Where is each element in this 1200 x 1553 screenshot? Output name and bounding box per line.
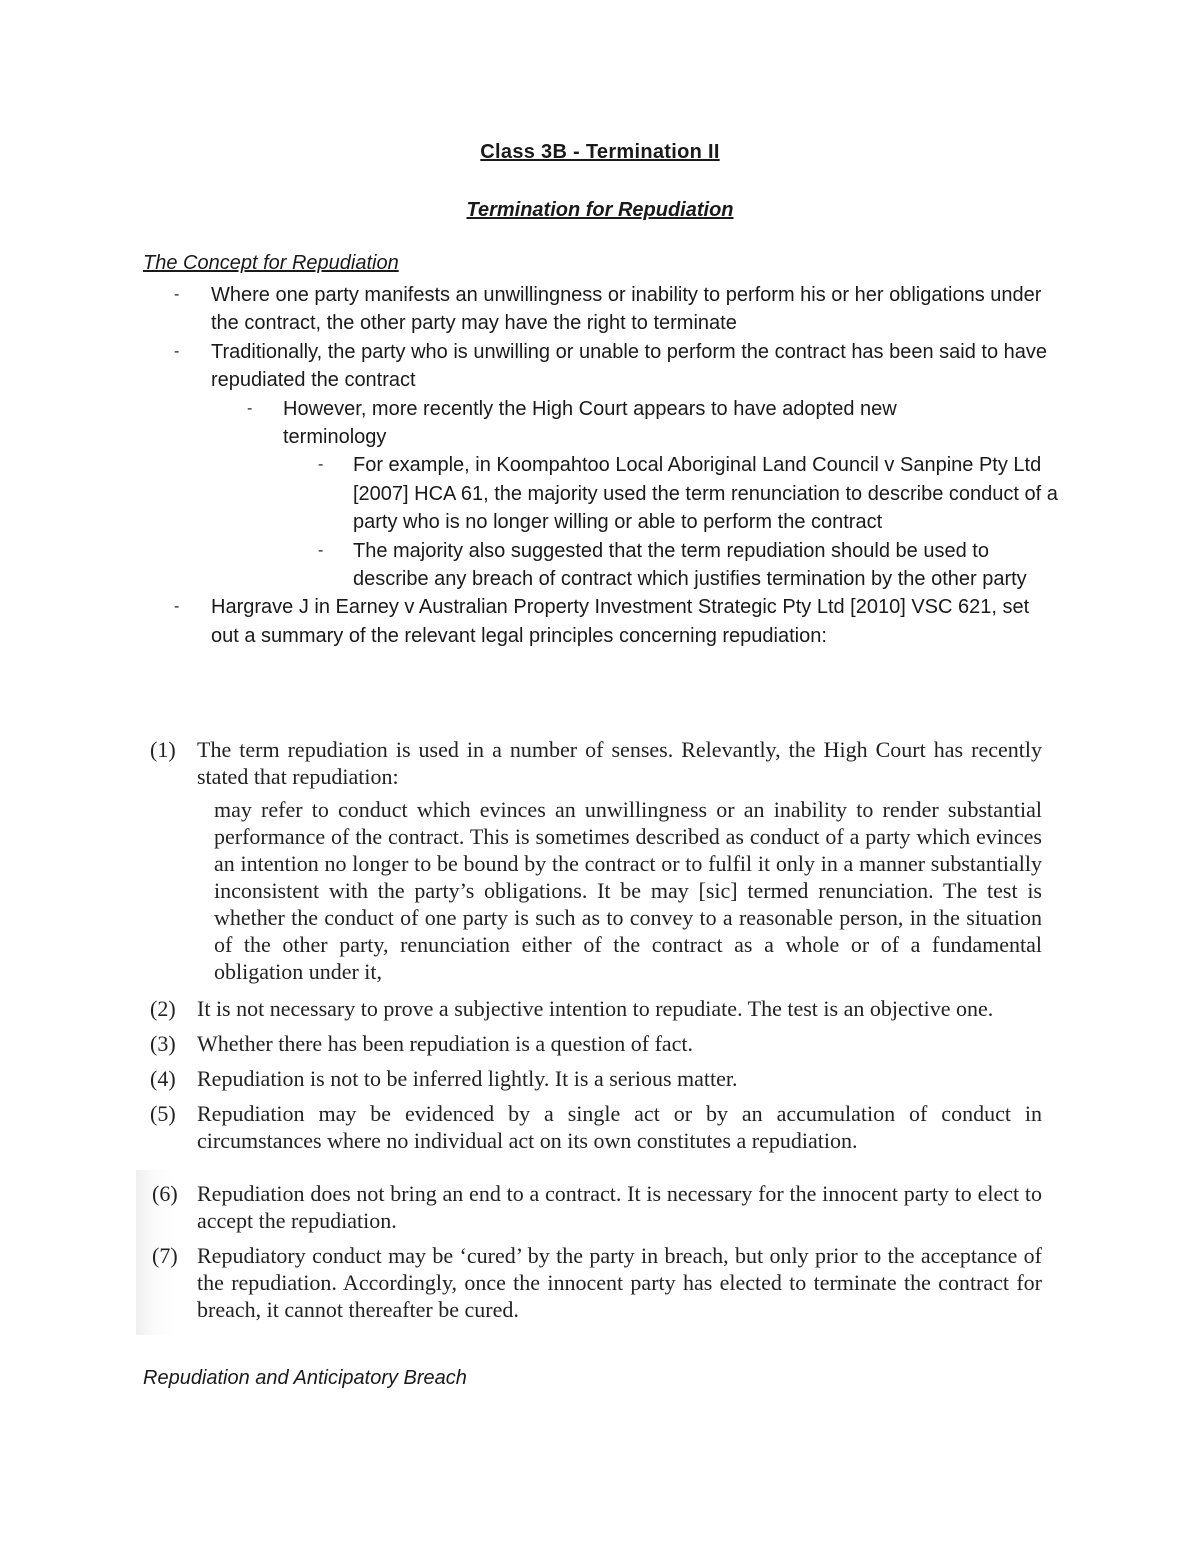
- principle-item: [142, 1065, 1042, 1092]
- bullet-text: The majority also suggested that the term repudiation should be used to describe any breach of contract which justifies termination by the other party: [353, 539, 1027, 591]
- principle-number: (1): [150, 737, 176, 762]
- document-subtitle: Termination for Repudiation: [466, 199, 734, 221]
- principle-text: Repudiation is not to be inferred lightly. It is a serious matter.: [197, 1066, 738, 1091]
- list-item: [0, 451, 1200, 536]
- bullet-marker: -: [174, 598, 180, 616]
- principle-number: (4): [150, 1066, 176, 1091]
- principle-item: [142, 995, 1042, 1022]
- principle-text: Repudiatory conduct may be ‘cured’ by the party in breach, but only prior to the acceptance of the repudiation. Accordingly, once the innocent party has elected to terminate the contract for breach, it cannot thereafter be cured.: [197, 1243, 1042, 1322]
- principle-text: Repudiation does not bring an end to a contract. It is necessary for the innocent party to elect to accept the repudiation.: [197, 1181, 1042, 1233]
- principle-item: [142, 1100, 1042, 1154]
- principle-number: (6): [152, 1181, 178, 1206]
- bullet-marker: -: [174, 342, 180, 360]
- principle-item: [142, 1242, 1042, 1323]
- bullet-marker: -: [247, 399, 253, 417]
- principle-item: [142, 1030, 1042, 1057]
- section-heading-anticipatory-breach: Repudiation and Anticipatory Breach: [143, 1367, 467, 1389]
- principle-number: (2): [150, 996, 176, 1021]
- bullet-list: [0, 281, 1200, 650]
- bullet-text: For example, in Koompahtoo Local Aboriginal Land Council v Sanpine Pty Ltd [2007] HCA 61, the majority used the term renunciation to describe conduct of a party who is no longer willing or able to perform the contract: [353, 454, 1058, 534]
- bullet-text: Where one party manifests an unwillingness or inability to perform his or her obligations under the contract, the other party may have the right to terminate: [211, 284, 1042, 335]
- inner-quote: may refer to conduct which evinces an unwillingness or an inability to render substantial performance of the contract. This is sometimes described as conduct of a party which evinces an intention no longer to be bound by the contract or to fulfil it only in a manner substantially inconsistent with the party’s obligations. It be may [sic] termed renunciation. The test is whether the conduct of one party is such as to convey to a reasonable person, in the situation of the other party, renunciation either of the contract as a whole or of a fundamental obligation under it,: [214, 797, 1042, 984]
- quoted-principles-continued: [142, 1180, 1042, 1323]
- bullet-marker: -: [318, 541, 324, 559]
- principle-text: Repudiation may be evidenced by a single act or by an accumulation of conduct in circumstances where no individual act on its own constitutes a repudiation.: [197, 1101, 1042, 1153]
- bullet-text: However, more recently the High Court appears to have adopted new terminology: [283, 397, 897, 449]
- list-item: [0, 281, 1200, 338]
- principle-number: (7): [152, 1243, 178, 1268]
- document-title: Class 3B - Termination II: [480, 141, 720, 163]
- bullet-marker: -: [174, 286, 180, 303]
- bullet-text: Traditionally, the party who is unwilling or unable to perform the contract has been said to have repudiated the contract: [211, 340, 1048, 392]
- list-item: [0, 395, 1200, 452]
- quoted-principles: [142, 736, 1042, 1154]
- principle-text: The term repudiation is used in a number of senses. Relevantly, the High Court has recently stated that repudiation:: [197, 737, 1042, 789]
- list-item: [0, 593, 1200, 650]
- list-item: [0, 537, 1200, 594]
- list-item: [0, 338, 1200, 395]
- bullet-text: Hargrave J in Earney v Australian Property Investment Strategic Pty Ltd [2010] VSC 621, set out a summary of the relevant legal principles concerning repudiation:: [211, 596, 1030, 647]
- bullet-marker: -: [318, 456, 324, 474]
- section-heading-concept: The Concept for Repudiation: [143, 252, 399, 274]
- principle-number: (5): [150, 1101, 176, 1126]
- principle-text: Whether there has been repudiation is a question of fact.: [197, 1031, 694, 1056]
- principle-text: It is not necessary to prove a subjective intention to repudiate. The test is an objective one.: [197, 996, 994, 1021]
- principle-item: [142, 1180, 1042, 1234]
- principle-item: [142, 736, 1042, 790]
- principle-number: (3): [150, 1031, 176, 1056]
